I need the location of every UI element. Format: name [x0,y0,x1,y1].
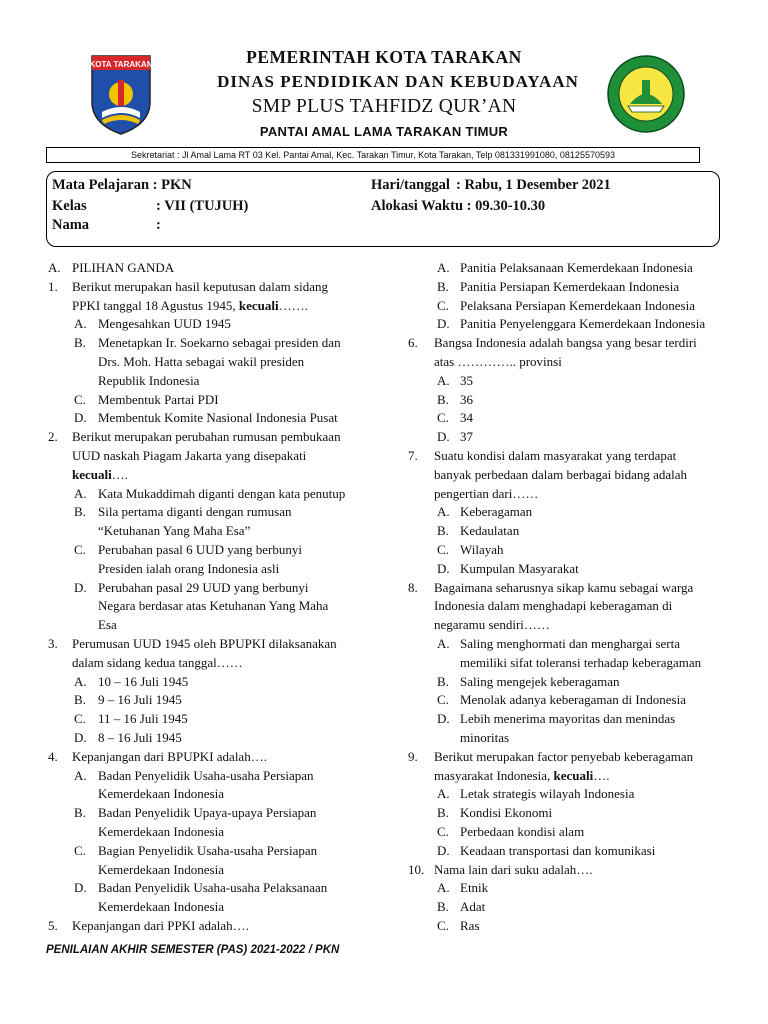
line-text: PPKI tanggal 18 Agustus 1945, [72,297,239,313]
question-text [72,466,128,484]
line-text: minoritas [460,730,510,745]
line-text: atas ………….. provinsi [434,354,562,369]
option-text [460,842,655,860]
option-letter: C. [74,711,86,727]
line-text: Badan Penyelidik Usaha-usaha Persiapan [98,767,314,783]
option-text [98,372,199,390]
question-text [434,616,550,634]
option-text [460,409,473,427]
line-text: Badan Penyelidik Upaya-upaya Persiapan [98,805,317,821]
option-letter: B. [437,673,449,689]
line-text: Presiden ialah orang Indonesia asli [98,560,280,576]
line-text: Perubahan pasal 6 UUD yang berbunyi [98,542,302,557]
option-letter: D. [437,711,450,727]
line-text: Sila pertama diganti dengan rumusan [98,504,292,520]
option-letter: B. [74,504,86,520]
line-text: dalam sidang kedua tanggal…… [72,654,243,670]
option-text [98,804,316,822]
line-text: 10 – 16 Juli 1945 [98,673,189,689]
line-text: Indonesia dalam menghadapi keberagaman di [434,598,673,614]
line-text: Badan Penyelidik Usaha-usaha Pelaksanaan [98,880,328,896]
line-text: “Ketuhanan Yang Maha Esa” [98,523,251,539]
option-text [98,879,327,897]
option-text [98,334,341,352]
line-text: Drs. Moh. Hatta sebagai wakil presiden [98,354,305,369]
line-text: Perubahan pasal 29 UUD yang berbunyi [98,579,309,595]
option-text [460,804,552,822]
line-text: Suatu kondisi dalam masyarakat yang terdapat [434,448,677,463]
footer-exam-title: PENILAIAN AKHIR SEMESTER (PAS) 2021-2022 / PKN [46,944,340,956]
line-suffix: …. [593,767,610,783]
option-letter: C. [437,542,449,557]
option-text [98,767,314,785]
header-school-name: SMP PLUS TAHFIDZ QUR’AN [251,96,517,117]
option-letter: A. [437,786,450,802]
option-text [460,297,695,315]
question-text [434,861,592,879]
line-text: Berikut merupakan factor penyebab keberagaman [434,748,694,764]
line-text: memiliki sifat toleransi terhadap keberagaman [460,654,702,670]
line-text: Menolak adanya keberagaman di Indonesia [460,692,686,708]
emphasis-kecuali: kecuali [553,767,594,783]
line-text: 36 [460,391,473,407]
question-number: 8. [408,579,418,595]
option-text [460,673,620,691]
option-text [460,391,473,409]
option-letter: D. [437,429,450,445]
question-text [72,917,249,935]
line-text: 11 – 16 Juli 1945 [98,711,188,727]
line-text: Membentuk Komite Nasional Indonesia Pusat [98,410,338,426]
emphasis-kecuali: kecuali [238,297,279,313]
line-text: Perumusan UUD 1945 oleh BPUPKI dilaksanakan [72,636,337,651]
line-text: Mengesahkan UUD 1945 [98,316,231,332]
question-number: A. [48,260,61,275]
option-text [98,842,317,860]
emphasis-kecuali: kecuali [72,466,112,482]
line-text: Kemerdekaan Indonesia [98,899,224,915]
option-letter: D. [74,880,87,896]
question-text [72,297,308,315]
question-text [434,579,693,597]
option-text [98,522,250,540]
option-text [98,485,345,503]
question-text [72,259,174,277]
option-text [98,579,308,597]
option-text [460,541,504,559]
line-text: Esa [98,617,117,633]
question-text [434,447,676,465]
line-text: Republik Indonesia [98,372,200,388]
line-text: Berikut merupakan hasil keputusan dalam sidang [72,278,328,294]
option-text [460,729,509,747]
line-text: banyak perbedaan dalam berbagai bidang adalah [434,466,688,482]
option-letter: C. [437,297,449,313]
line-text: 8 – 16 Juli 1945 [98,730,182,745]
option-text [460,898,485,916]
option-letter: C. [74,391,86,407]
option-letter: D. [74,410,87,426]
option-letter: A. [437,504,450,520]
option-letter: C. [74,542,86,557]
option-letter: A. [74,485,87,501]
option-text [98,503,292,521]
line-text: Bagian Penyelidik Usaha-usaha Persiapan [98,842,318,858]
option-letter: B. [437,805,449,821]
question-number: 5. [48,918,58,933]
option-text [98,560,279,578]
line-text: Perbedaan kondisi alam [460,824,585,839]
option-text [460,710,675,728]
option-letter: C. [437,824,449,839]
question-text [72,278,328,296]
logo-left-text: KOTA TARAKAN [89,60,153,69]
question-number: 9. [408,748,418,764]
subject-label: Mata Pelajaran : PKN [52,177,192,193]
question-text [434,485,538,503]
option-text [98,691,182,709]
option-letter: A. [437,880,450,896]
question-text [434,767,609,785]
secretariat-bar: Sekretariat : Jl Amal Lama RT 03 Kel. Pantai Amal, Kec. Tarakan Timur, Kota Tarakan, Telp 081331991080, 08125570593 [46,147,700,163]
line-text: Kemerdekaan Indonesia [98,786,224,802]
line-text: Kemerdekaan Indonesia [98,861,224,877]
option-letter: A. [437,260,450,275]
option-text [98,823,224,841]
line-text: pengertian dari…… [434,485,539,501]
option-letter: B. [437,899,449,915]
option-text [460,691,686,709]
option-text [460,879,488,897]
line-text: PILIHAN GANDA [72,260,175,275]
line-text: Bagaimana seharusnya sikap kamu sebagai warga [434,579,694,595]
option-letter: D. [437,842,450,858]
question-text [72,748,267,766]
option-text [460,635,680,653]
line-text: masyarakat Indonesia, [434,767,554,783]
question-number: 10. [408,861,425,877]
line-text: Keadaan transportasi dan komunikasi [460,842,656,858]
option-text [460,428,473,446]
line-text: Saling menghormati dan menghargai serta [460,636,680,651]
option-letter: A. [74,316,87,332]
question-number: 2. [48,429,58,445]
option-text [98,391,219,409]
question-text [72,635,337,653]
option-text [98,616,117,634]
option-letter: C. [437,918,449,933]
line-text: Etnik [460,880,489,896]
line-text: Adat [460,899,486,915]
line-suffix: ……. [278,297,308,313]
option-letter: B. [74,692,86,708]
line-text: Bangsa Indonesia adalah bangsa yang besar terdiri [434,335,697,351]
question-text [434,334,697,352]
option-text [98,409,338,427]
option-letter: C. [437,410,449,426]
line-text: Lebih menerima mayoritas dan menindas [460,711,676,727]
line-text: Kepanjangan dari PPKI adalah…. [72,918,249,933]
line-suffix: …. [111,466,128,482]
line-text: 35 [460,372,473,388]
option-letter: A. [437,636,450,651]
option-letter: A. [74,767,87,783]
option-text [98,729,182,747]
option-text [460,522,519,540]
class-label: Kelas [52,198,87,214]
line-text: 34 [460,410,473,426]
option-text [98,541,302,559]
option-text [98,710,188,728]
option-letter: B. [437,523,449,539]
line-text: negaramu sendiri…… [434,617,550,633]
name-label: Nama [52,217,90,233]
option-text [460,259,693,277]
header-government: PEMERINTAH KOTA TARAKAN [246,47,522,67]
option-letter: A. [74,673,87,689]
option-text [98,597,328,615]
option-letter: C. [74,842,86,858]
line-text: Wilayah [460,542,504,557]
question-number: 1. [48,278,58,294]
line-text: Kedaulatan [460,523,520,539]
option-text [98,785,224,803]
option-text [98,673,188,691]
line-text: Negara berdasar atas Ketuhanan Yang Maha [98,598,329,614]
option-text [98,315,231,333]
date-value: : Rabu, 1 Desember 2021 [456,177,611,193]
option-text [460,560,579,578]
question-text [434,597,672,615]
line-text: Kumpulan Masyarakat [460,560,579,576]
option-text [98,898,224,916]
option-text [460,372,473,390]
line-text: Kondisi Ekonomi [460,805,553,821]
option-letter: B. [437,391,449,407]
question-text [72,428,341,446]
line-text: Kepanjangan dari BPUPKI adalah…. [72,748,267,764]
option-letter: B. [74,805,86,821]
line-text: Kemerdekaan Indonesia [98,824,224,839]
question-number: 7. [408,448,418,463]
line-text: Menetapkan Ir. Soekarno sebagai presiden dan [98,335,341,351]
line-text: Letak strategis wilayah Indonesia [460,786,635,802]
option-letter: D. [437,560,450,576]
question-number: 3. [48,636,58,651]
option-text [460,278,679,296]
option-text [98,353,304,371]
option-letter: D. [74,579,87,595]
line-text: Pelaksana Persiapan Kemerdekaan Indonesia [460,297,695,313]
line-text: Berikut merupakan perubahan rumusan pembukaan [72,429,341,445]
time-allocation: Alokasi Waktu : 09.30-10.30 [371,198,546,214]
option-text [460,823,584,841]
name-value: : [156,217,161,233]
option-letter: B. [437,278,449,294]
question-text [72,654,243,672]
question-text [434,748,693,766]
option-text [460,503,532,521]
question-number: 4. [48,748,58,764]
option-letter: C. [437,692,449,708]
line-text: Panitia Penyelenggara Kemerdekaan Indonesia [460,316,706,332]
question-number: 6. [408,335,418,351]
option-text [460,654,701,672]
option-letter: A. [437,372,450,388]
line-text: 9 – 16 Juli 1945 [98,692,182,708]
header-department: DINAS PENDIDIKAN DAN KEBUDAYAAN [217,72,579,91]
header-address: PANTAI AMAL LAMA TARAKAN TIMUR [259,124,509,139]
line-text: Saling mengejek keberagaman [460,673,620,689]
line-text: Nama lain dari suku adalah…. [434,861,593,877]
line-text: 37 [460,429,473,445]
option-letter: B. [74,335,86,351]
line-text: Kata Mukaddimah diganti dengan kata penutup [98,485,346,501]
line-text: Keberagaman [460,504,533,520]
line-text: Panitia Persiapan Kemerdekaan Indonesia [460,278,680,294]
date-label: Hari/tanggal [371,177,450,193]
option-letter: D. [437,316,450,332]
option-text [98,861,224,879]
question-text [434,466,687,484]
line-text: UUD naskah Piagam Jakarta yang disepakati [72,448,307,463]
option-text [460,917,480,935]
line-text: Panitia Pelaksanaan Kemerdekaan Indonesia [460,260,693,275]
question-text [72,447,306,465]
option-text [460,315,705,333]
class-value: : VII (TUJUH) [156,198,249,214]
question-text [434,353,562,371]
line-text: Membentuk Partai PDI [98,391,219,407]
option-letter: D. [74,730,87,745]
option-text [460,785,634,803]
line-text: Ras [460,918,480,933]
